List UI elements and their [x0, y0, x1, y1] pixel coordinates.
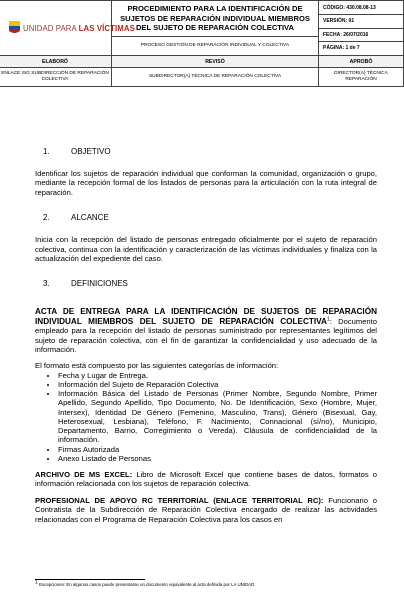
section-heading-alcance: [35, 213, 377, 225]
section-title: OBJETIVO: [71, 147, 111, 156]
section-number: 3.: [43, 279, 50, 289]
section-title: DEFINICIONES: [71, 279, 128, 289]
acta-definition: [35, 307, 377, 354]
profesional-definition: [35, 496, 377, 524]
document-code: CÓDIGO: 430.08.08-13: [319, 2, 403, 15]
logo-cell: [0, 1, 135, 56]
colombia-shield-icon: [9, 21, 20, 35]
col-aprobo: APROBÓ: [319, 56, 404, 68]
document-body: [35, 147, 377, 524]
footnote-text: Excepciones: En algunos casos puede presentarse un documento equivalente al acta definida por LA UNIDAD.: [37, 582, 256, 587]
process-name: PROCESO GESTIÓN DE REPARACIÓN INDIVIDUAL Y COLECTIVA: [140, 42, 290, 48]
acta-text: : Documento empleado para la recepción del listado de personas suministrado por representantes legítimos del sujeto de reparación colectiva, con el fin de garantizar la confidencialidad y uso adecuado de la información.: [35, 316, 377, 355]
footnote-divider: [35, 579, 145, 580]
col-elaboro: ELABORÓ: [0, 56, 112, 68]
reviso-value: SUBDIRECTOR(A) TÉCNICA DE REPARACIÓN COLECTIVA: [112, 68, 319, 87]
formato-list: [35, 371, 377, 463]
section-heading-objetivo: [35, 147, 377, 159]
col-reviso: REVISÓ: [112, 56, 319, 68]
list-item: • Anexo Listado de Personas: [58, 454, 377, 463]
excel-text: Libro de Microsoft Excel que contiene bases de datos, formatos o información relacionada con los sujetos de reparación colectiva.: [35, 469, 378, 489]
acta-term: ACTA DE ENTREGA PARA LA IDENTIFICACIÓN DE SUJETOS DE REPARACIÓN INDIVIDUAL MIEMBROS DEL SUJETO DE REPARACIÓN COLECTIVA: [35, 307, 377, 326]
document-version: VERSIÓN: 01: [319, 15, 403, 28]
excel-term: ARCHIVO DE MS EXCEL:: [35, 469, 133, 479]
document-date: FECHA: 26/07/2016: [319, 29, 403, 42]
aprobo-value: DIRECTOR(A) TÉCNICA REPARACIÓN: [319, 68, 404, 87]
document-title: PROCEDIMIENTO PARA LA IDENTIFICACIÓN DE SUJETOS DE REPARACIÓN INDIVIDUAL MIEMBROS DEL SUJETO DE REPARACIÓN COLECTIVA: [112, 2, 318, 37]
alcance-text: Inicia con la recepción del listado de personas entregado oficialmente por el sujeto de reparación colectiva, continua con la identificación y caracterización de las víctimas individuales y finaliza con la actualización del expediente del caso.: [35, 235, 377, 264]
logo-text: UNIDAD PARA LAS VÍCTIMAS: [23, 23, 135, 33]
list-item: • Fecha y Lugar de Entrega.: [58, 371, 377, 380]
footnote-ref[interactable]: 1: [326, 316, 330, 323]
section-number: 2.: [43, 213, 50, 223]
footnote-number: 1: [35, 579, 38, 586]
profesional-text: Funcionario o Contratista de la Subdirección de Reparación Colectiva encargado de realizar las actividades relacionadas con el Programa de Reparación Colectiva para los casos en: [35, 495, 378, 524]
section-number: 1.: [43, 147, 50, 156]
list-item: • Firmas Autorizada: [58, 445, 377, 454]
code-cell: [319, 1, 404, 56]
title-cell: [112, 1, 319, 56]
section-title: ALCANCE: [71, 213, 109, 223]
formato-intro: El formato está compuesto por las siguientes categorías de información:: [35, 361, 279, 371]
section-heading-definiciones: [35, 279, 377, 291]
logo: [0, 1, 135, 55]
document-header-table: [0, 0, 404, 87]
excel-definition: [35, 470, 377, 489]
objetivo-text: Identificar los sujetos de reparación individual que conforman la comunidad, organización o grupo, mediante la recepción formal de los listados de personas para la articulación con la ruta integral de reparación.: [35, 169, 377, 197]
list-item: • Información del Sujeto de Reparación Colectiva: [58, 380, 377, 389]
profesional-term: PROFESIONAL DE APOYO RC TERRITORIAL (ENLACE TERRITORIAL RC):: [35, 495, 324, 505]
list-item: • Información Básica del Listado de Personas (Primer Nombre, Segundo Nombre, Primer Apellido, Segundo Apellido, Tipo Documento, No. De Identificación, Sexo (Hombre, Mujer, Intersex), Identidad De Género (Femenino, Masculino, Trans), Género (Bisexual, Gay, Heterosexual, Lesbiana), Teléfono, F. Nacimiento, Connacional (sí/no), Municipio, Departamento, Barrio, Corregimiento o Vereda). Cláusula de confidencialidad de la información.: [58, 389, 377, 444]
page-number: PÁGINA: 1 de 7: [323, 44, 360, 51]
elaboro-value: ENLACE SIG SUBDIRECCIÓN DE REPARACIÓN COLECTIVA: [0, 68, 112, 87]
footnote: [35, 579, 377, 588]
